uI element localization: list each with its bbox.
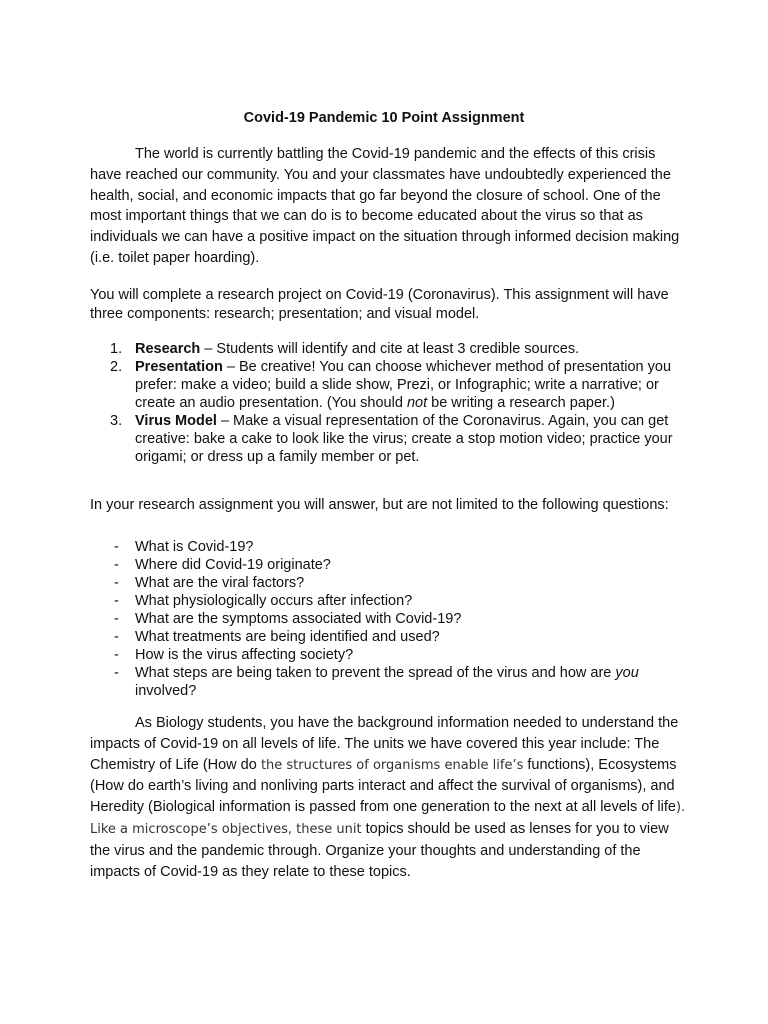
question-emphasis: you <box>615 665 639 681</box>
question-text: What are the viral factors? <box>135 575 305 591</box>
question-text: What physiologically occurs after infection? <box>135 593 413 609</box>
closing-text: As Biology students, you have the background information needed to understand the impacts of Covid-19 on all levels of life. The units we have covered this year include: The Chemistry of Life (How do <box>90 715 679 773</box>
dash-marker: - <box>114 557 119 573</box>
dash-marker: - <box>114 629 119 645</box>
dash-marker: - <box>114 539 119 555</box>
closing-text-alt-font: the structures of organisms enable life’s <box>256 757 524 773</box>
components-list <box>90 340 690 466</box>
list-item-research <box>90 340 690 358</box>
closing-text-alt-font: ). Like a microscope’s objectives, these unit <box>90 800 686 837</box>
intro-paragraph: The world is currently battling the Covid-19 pandemic and the effects of this crisis have reached our community. You and your classmates have undoubtedly experienced the health, social, and economic impacts that go far beyond the closure of school. One of the most important things that we can do is to become educated about the virus so that as individuals we can have a positive impact on the situation through informed decision making (i.e. toilet paper hoarding). <box>90 146 680 266</box>
list-item <box>90 646 690 664</box>
component-emphasis: not <box>406 395 428 411</box>
question-text: What are the symptoms associated with Covid-19? <box>135 611 462 627</box>
list-item <box>90 538 690 556</box>
questions-list <box>90 538 690 700</box>
dash-marker: - <box>114 647 119 663</box>
list-item <box>90 556 690 574</box>
question-text-after: involved? <box>135 683 197 699</box>
list-item <box>90 574 690 592</box>
dash-marker: - <box>114 575 119 591</box>
component-text: – Students will identify and cite at least 3 credible sources. <box>200 341 580 357</box>
closing-text: functions), Ecosystems (How do earth’s living and nonliving parts interact and affect the survival of organisms), and Heredity (Biological information is passed from one generation to the next at all levels of life <box>90 756 677 816</box>
list-item <box>90 664 690 700</box>
component-text-after: be writing a research paper.) <box>427 395 615 411</box>
questions-intro-paragraph: In your research assignment you will answer, but are not limited to the following questions: <box>90 497 669 513</box>
question-text: How is the virus affecting society? <box>135 647 354 663</box>
question-text: What treatments are being identified and used? <box>135 629 440 645</box>
component-term: Presentation <box>135 359 223 375</box>
question-text: Where did Covid-19 originate? <box>135 557 331 573</box>
document-title: Covid-19 Pandemic 10 Point Assignment <box>243 110 525 126</box>
list-item-presentation <box>90 358 690 412</box>
list-item <box>90 628 690 646</box>
list-item <box>90 610 690 628</box>
dash-marker: - <box>114 593 119 609</box>
list-number: 1. <box>110 341 123 357</box>
list-number: 2. <box>110 359 123 375</box>
dash-marker: - <box>114 611 119 627</box>
closing-text: topics should be used as lenses for you to view the virus and the pandemic through. Organize your thoughts and understanding of the impacts of Covid-19 as they relate to these topics. <box>90 820 669 880</box>
component-text: – Make a visual representation of the Coronavirus. Again, you can get creative: bake a cake to look like the virus; create a stop motion video; practice your origami; or dress up a family member or pet. <box>135 413 673 465</box>
component-term: Research <box>135 341 201 357</box>
list-item-virus-model <box>90 412 690 466</box>
list-item <box>90 592 690 610</box>
component-term: Virus Model <box>135 413 217 429</box>
question-text: What is Covid-19? <box>135 539 254 555</box>
dash-marker: - <box>114 665 119 681</box>
project-intro-paragraph: You will complete a research project on Covid-19 (Coronavirus). This assignment will have three components: research; presentation; and visual model. <box>90 287 669 322</box>
component-text: – Be creative! You can choose whichever method of presentation you prefer: make a video; build a slide show, Prezi, or Infographic; write a narrative; or create an audio presentation. (You should <box>135 359 672 411</box>
question-text: What steps are being taken to prevent the spread of the virus and how are <box>135 665 616 681</box>
list-number: 3. <box>110 413 123 429</box>
closing-paragraph <box>90 713 690 882</box>
